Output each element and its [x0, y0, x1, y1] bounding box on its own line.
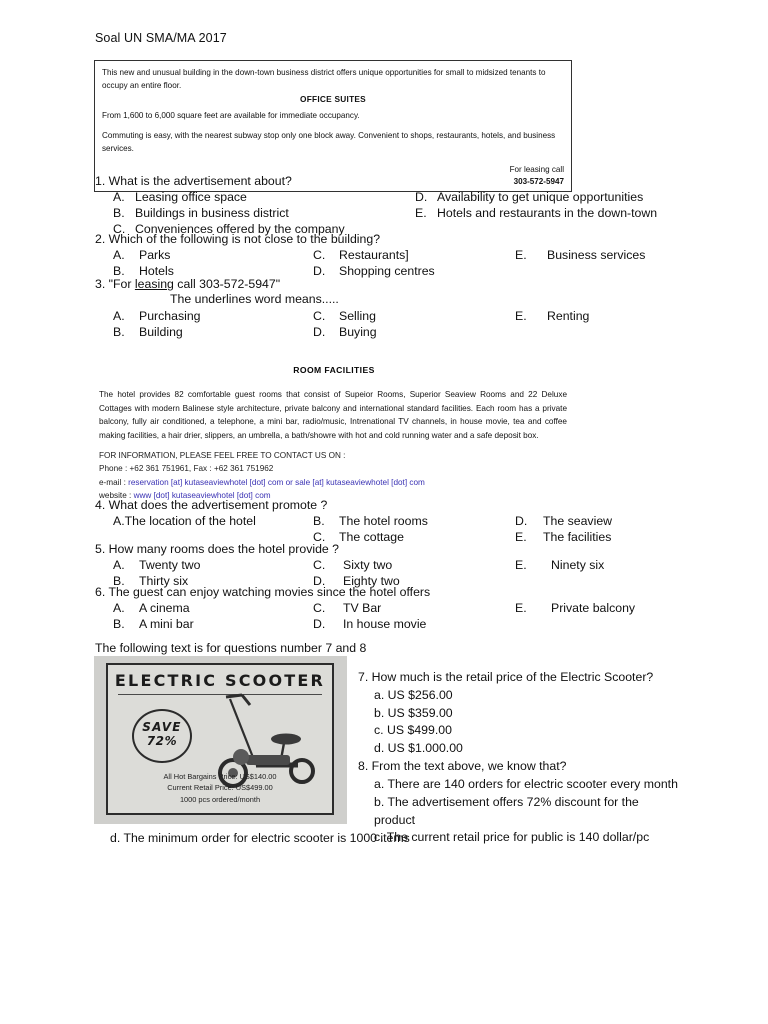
question-6-option-a [113, 601, 190, 617]
option-text: Leasing office space [135, 190, 247, 204]
option-letter: B. [313, 514, 325, 528]
question-1-option-b [113, 206, 289, 222]
email-value[interactable]: reservation [at] kutaseaviewhotel [dot] com or sale [at] kutaseaviewhotel [dot] com [128, 477, 425, 487]
option-text: A mini bar [139, 617, 194, 631]
option-letter: E. [515, 309, 527, 323]
question-8-option-a: a. There are 140 orders for electric scooter every month [374, 776, 678, 791]
option-letter: A. [113, 248, 125, 262]
scooter-ad-prices [108, 771, 332, 805]
ad-paragraph-1: This new and unusual building in the down-town business district offers unique opportunities for small to midsized tenants to occupy an entire floor. [102, 68, 546, 91]
option-text: The cottage [339, 530, 404, 544]
question-3-option-b [113, 325, 183, 341]
ad-leasing-phone: 303-572-5947 [513, 176, 564, 186]
option-letter: E. [515, 530, 527, 544]
option-letter: A. [113, 309, 125, 323]
option-text: The location of the hotel [124, 514, 256, 528]
question-1-option-a [113, 190, 247, 206]
option-text: The hotel rooms [339, 514, 428, 528]
question-6-option-e [515, 601, 635, 617]
question-5-option-e [515, 558, 604, 574]
question-6-option-d [313, 617, 426, 633]
option-letter: A. [113, 558, 125, 572]
question-2-stem: 2. Which of the following is not close to the building? [95, 232, 381, 246]
option-letter: C. [313, 558, 326, 572]
option-text: Conveniences offered by the company [135, 222, 345, 236]
question-1-option-e [415, 206, 657, 222]
option-text: Ninety six [551, 558, 605, 572]
option-letter: A. [113, 514, 125, 528]
question-4 [95, 498, 695, 544]
question-8-stem: 8. From the text above, we know that? [358, 759, 567, 774]
questions-7-and-8 [358, 669, 678, 847]
option-text: Availability to get unique opportunities [437, 190, 644, 204]
option-text: The seaview [543, 514, 613, 528]
question-2-option-a [113, 248, 170, 264]
option-letter: D. [415, 190, 428, 204]
question-5-option-a [113, 558, 201, 574]
question-6-option-c [313, 601, 381, 617]
option-letter: E. [515, 601, 527, 615]
scooter-ad-frame [106, 663, 334, 815]
question-7-option-a: a. US $256.00 [374, 687, 453, 702]
ad-paragraph-3: Commuting is easy, with the nearest subway stop only one block away. Convenient to shops, restaurants, hotels, and business services. [102, 130, 556, 153]
option-text: Business services [547, 248, 646, 262]
question-6-option-b [113, 617, 194, 633]
question-1-option-d [415, 190, 643, 206]
option-letter: B. [113, 574, 125, 588]
website-label: website : [99, 490, 134, 500]
option-text: Sixty two [343, 558, 393, 572]
option-text: A cinema [139, 601, 190, 615]
question-3-option-e [515, 309, 589, 325]
option-text: Buying [339, 325, 377, 339]
contact-phone-line: Phone : +62 361 751961, Fax : +62 361 751962 [99, 464, 274, 474]
question-3-option-d [313, 325, 377, 341]
option-letter: B. [113, 264, 125, 278]
page-title: Soal UN SMA/MA 2017 [95, 31, 227, 45]
option-text: Purchasing [139, 309, 201, 323]
option-text: Renting [547, 309, 590, 323]
scooter-ad-title: ELECTRIC SCOOTER [114, 671, 326, 690]
option-letter: D. [313, 617, 326, 631]
question-8-option-d: d. The minimum order for electric scooter is 1000 items [110, 831, 410, 845]
question-3-stem-prefix: 3. "For [95, 277, 135, 291]
contact-heading: FOR INFORMATION, PLEASE FEEL FREE TO CONTACT US ON : [99, 451, 346, 460]
option-letter: D. [313, 325, 326, 339]
office-suites-advertisement [94, 60, 572, 192]
question-2-option-c [313, 248, 409, 264]
option-letter: E. [515, 558, 527, 572]
option-letter: C. [313, 530, 326, 544]
question-5 [95, 542, 695, 588]
room-facilities-heading: ROOM FACILITIES [293, 365, 375, 375]
question-4-stem: 4. What does the advertisement promote ? [95, 498, 328, 512]
scooter-price-line-3: 1000 pcs ordered/month [179, 794, 261, 804]
save-badge-line2: 72% [146, 734, 178, 748]
question-3-instruction: The underlines word means..... [170, 292, 339, 307]
question-6-stem: 6. The guest can enjoy watching movies since the hotel offers [95, 585, 431, 599]
question-4-option-d [515, 514, 612, 530]
option-text: In house movie [343, 617, 427, 631]
ad-spacer [102, 122, 564, 129]
ad-paragraph-2: From 1,600 to 6,000 square feet are available for immediate occupancy. [102, 110, 360, 120]
option-text: Hotels and restaurants in the down-town [437, 206, 658, 220]
question-7-option-d: d. US $1.000.00 [374, 741, 463, 756]
question-3-stem-suffix: call 303-572-5947" [173, 277, 281, 291]
option-letter: C. [313, 309, 326, 323]
question-3-stem [95, 277, 695, 292]
option-letter: B. [113, 617, 125, 631]
question-7-stem: 7. How much is the retail price of the Electric Scooter? [358, 670, 654, 684]
option-letter: C. [313, 601, 326, 615]
scooter-price-line-2: Current Retail Price: US$499.00 [167, 783, 273, 793]
question-8-option-b: b. The advertisement offers 72% discount for the product [374, 794, 639, 827]
question-7-option-b: b. US $359.00 [374, 705, 453, 720]
option-letter: E. [515, 248, 527, 262]
save-badge-line1: SAVE [142, 720, 182, 734]
option-letter: B. [113, 206, 125, 220]
question-1-stem: 1. What is the advertisement about? [95, 174, 292, 188]
question-2-option-e [515, 248, 645, 264]
option-letter: C. [313, 248, 326, 262]
option-text: Eighty two [343, 574, 400, 588]
website-value[interactable]: www [dot] kutaseaviewhotel [dot] com [133, 490, 271, 500]
option-text: Private balcony [551, 601, 636, 615]
scooter-price-line-1: All Hot Bargains Price: US$140.00 [163, 771, 277, 781]
ad-heading: OFFICE SUITES [300, 94, 366, 105]
email-label: e-mail : [99, 477, 129, 487]
question-3-option-c [313, 309, 376, 325]
option-text: Building [139, 325, 183, 339]
option-text: Twenty two [139, 558, 201, 572]
option-text: Hotels [139, 264, 174, 278]
option-letter: D. [515, 514, 528, 528]
option-letter: A. [113, 190, 125, 204]
question-3 [95, 277, 695, 339]
option-letter: D. [313, 574, 326, 588]
question-2 [95, 232, 695, 278]
contact-email-line [99, 476, 569, 489]
question-1 [95, 174, 695, 236]
question-3-option-a [113, 309, 201, 325]
option-letter: B. [113, 325, 125, 339]
intro-questions-7-8: The following text is for questions number 7 and 8 [95, 641, 367, 655]
option-text: Buildings in business district [135, 206, 289, 220]
option-letter: E. [415, 206, 427, 220]
ad-leasing-label: For leasing call [509, 164, 564, 174]
question-5-option-c [313, 558, 392, 574]
question-8-option-c: c. The current retail price for public is 140 dollar/pc [374, 830, 650, 845]
room-facilities-body: The hotel provides 82 comfortable guest rooms that consist of Supeior Rooms, Superior Seaview Rooms and 22 Deluxe Cottages with modern Balinese style architecture, private balcony and international standard facilities. Each room has a private balcony, fully air conditioned, a telephone, a mini bar, radio/music, Intrenational TV channels, in house movie, tea and coffee making facilities, a hair drier, slippers, an umbrella, a bath/showre with hot and cold running water and a safe deposit box. [99, 390, 567, 440]
option-letter: D. [313, 264, 326, 278]
option-text: Selling [339, 309, 376, 323]
question-5-stem: 5. How many rooms does the hotel provide ? [95, 542, 340, 556]
question-6 [95, 585, 695, 631]
question-3-underlined-word: leasing [134, 277, 174, 291]
question-7-option-c: c. US $499.00 [374, 723, 452, 738]
electric-scooter-advertisement-image [94, 656, 347, 824]
save-badge [132, 709, 192, 763]
question-4-option-b [313, 514, 428, 530]
option-text: Restaurants] [339, 248, 409, 262]
option-letter: A. [113, 601, 125, 615]
option-letter: C. [113, 222, 126, 236]
option-text: Thirty six [139, 574, 189, 588]
option-text: Parks [139, 248, 171, 262]
option-text: The facilities [543, 530, 612, 544]
option-text: TV Bar [343, 601, 382, 615]
question-4-option-a [113, 514, 283, 530]
option-text: Shopping centres [339, 264, 435, 278]
room-facilities-contact [99, 449, 569, 502]
